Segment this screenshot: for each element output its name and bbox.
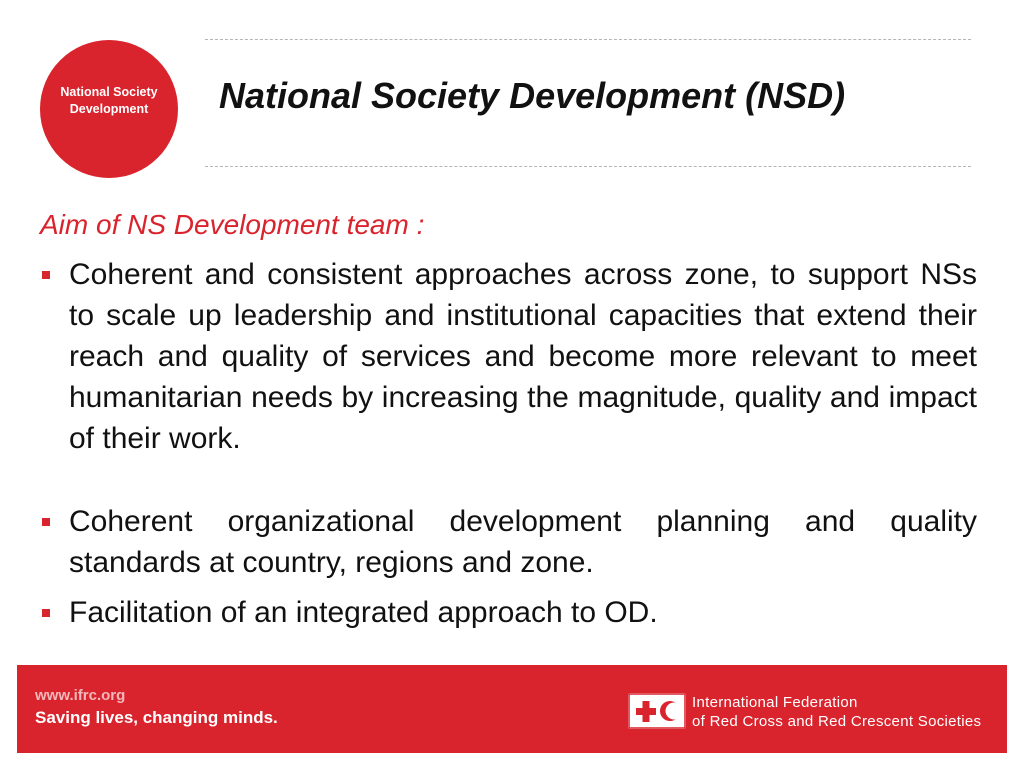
header-divider-bottom xyxy=(205,166,971,167)
list-item xyxy=(38,592,977,633)
square-bullet-icon xyxy=(42,518,50,526)
page-title: National Society Development (NSD) xyxy=(219,75,846,116)
footer-url: www.ifrc.org xyxy=(35,687,126,704)
org-line-2: of Red Cross and Red Crescent Societies xyxy=(692,713,982,730)
bullet-text: Coherent and consistent approaches across zone, to support NSs to scale up leadership and institutional capacities that extend their reach and quality of services and become more relevant to meet humanitarian needs by increasing the magnitude, quality and impact of their work. xyxy=(69,258,977,455)
header-divider-top xyxy=(205,39,971,40)
badge-line-2: Development xyxy=(69,102,149,116)
bullet-list xyxy=(38,254,977,633)
square-bullet-icon xyxy=(42,609,50,617)
red-cross-crescent-logo-icon xyxy=(628,693,686,729)
list-item xyxy=(38,254,977,459)
section-heading: Aim of NS Development team : xyxy=(40,209,425,240)
org-name xyxy=(692,693,981,731)
footer-slogan: Saving lives, changing minds. xyxy=(35,708,278,727)
list-item xyxy=(38,501,977,583)
nsd-badge xyxy=(40,40,178,178)
badge-line-1: National Society xyxy=(60,85,158,99)
bullet-text: Facilitation of an integrated approach to OD. xyxy=(69,596,658,629)
badge-label xyxy=(49,84,169,118)
org-line-1: International Federation xyxy=(692,694,858,711)
footer-bar xyxy=(17,665,1007,753)
square-bullet-icon xyxy=(42,271,50,279)
bullet-text: Coherent organizational development planning and quality standards at country, regions and zone. xyxy=(69,505,977,579)
